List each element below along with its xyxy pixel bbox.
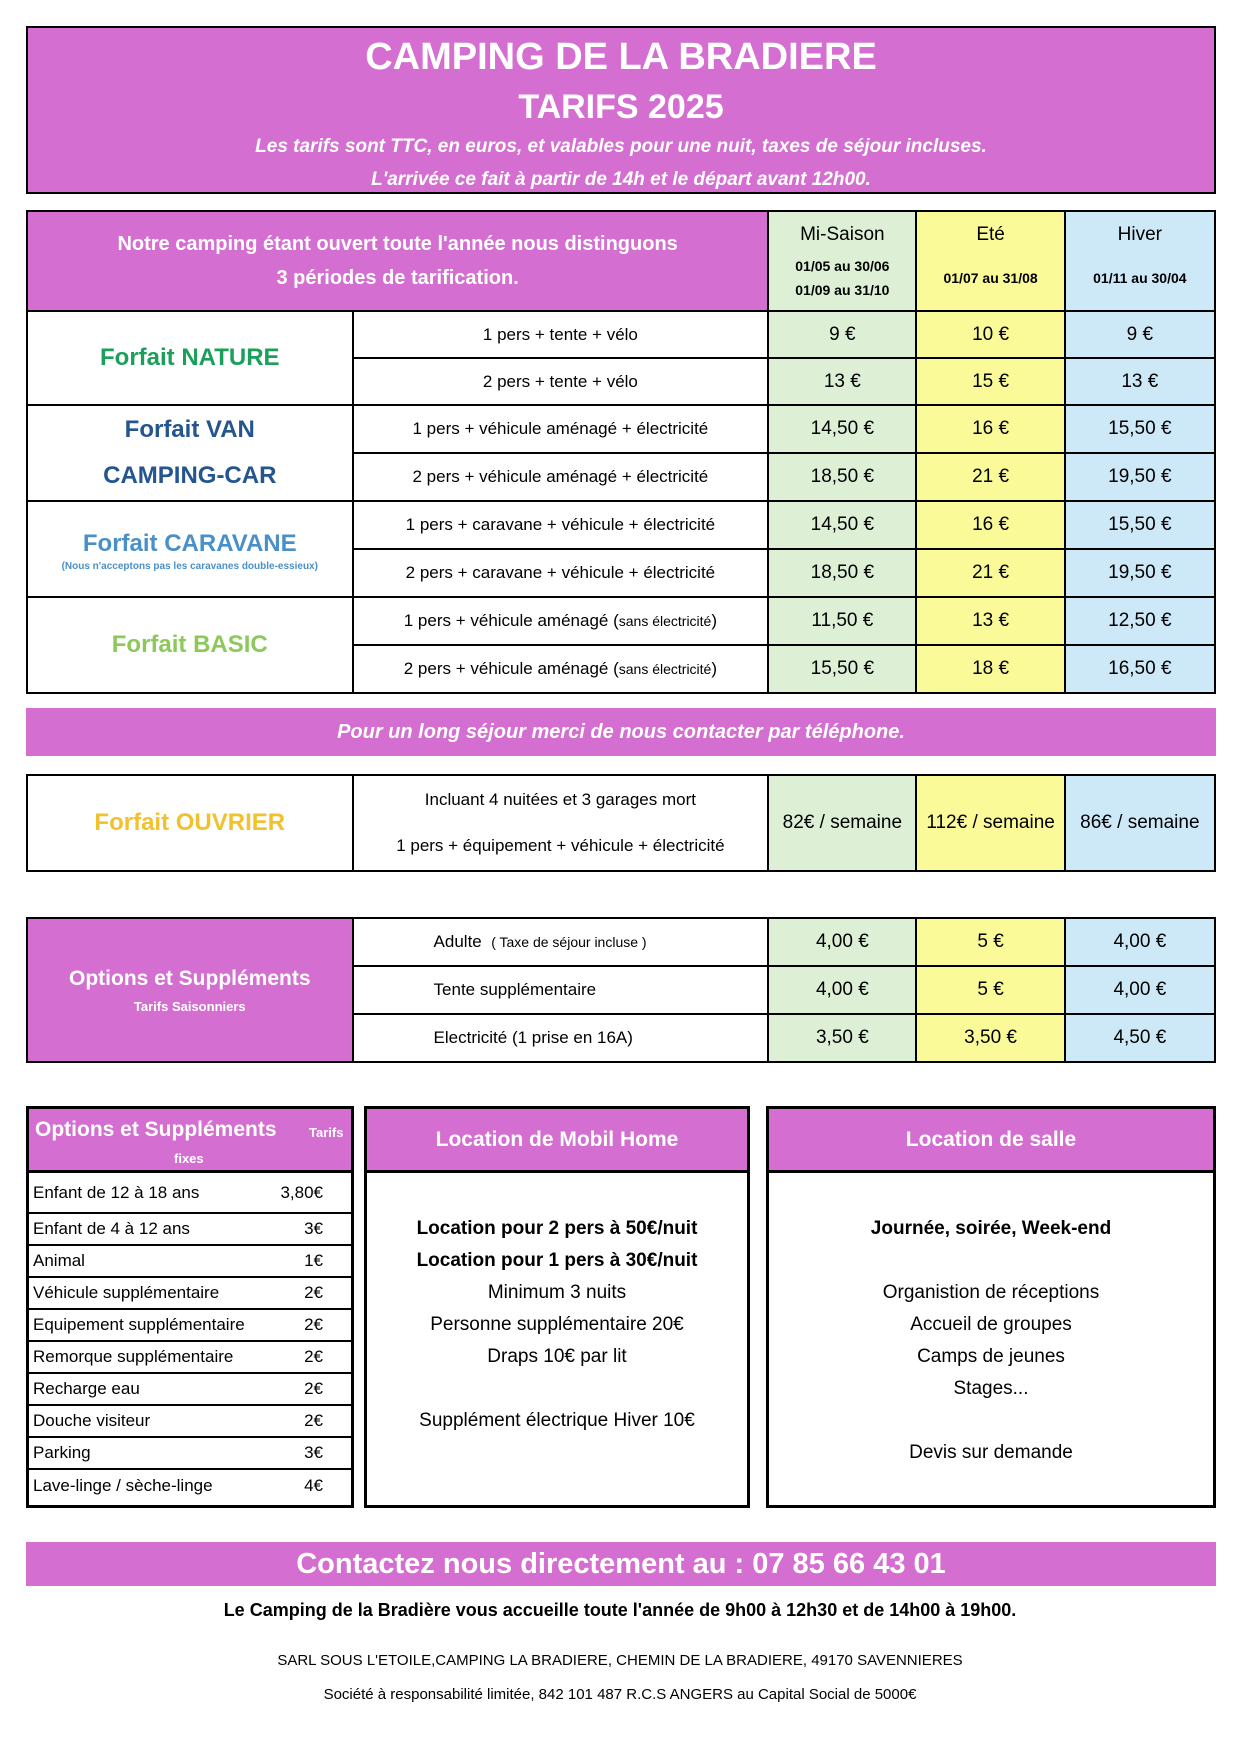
price-summer: 3,50 € [916,1014,1064,1062]
price-mid: 15,50 € [768,645,916,693]
list-item [29,1278,351,1310]
header-note-1: Les tarifs sont TTC, en euros, et valables pour une nuit, taxes de séjour incluses. [255,136,987,157]
list-item [29,1470,351,1502]
price-mid: 14,50 € [768,405,916,453]
item-price: 3€ [304,1443,323,1462]
salle-line3: Accueil de groupes [910,1314,1072,1335]
price-mid: 18,50 € [768,453,916,501]
price-mid: 82€ / semaine [768,775,916,871]
salle-body [769,1173,1213,1469]
forfait-nature-title: Forfait NATURE [100,344,280,371]
row-desc [353,775,769,871]
item-label: Parking [33,1443,91,1462]
mobil-home-body [367,1173,747,1437]
salle-line5: Stages... [953,1378,1029,1399]
salle-box [766,1106,1216,1508]
price-mid: 4,00 € [768,918,916,966]
list-item [29,1214,351,1246]
long-stay-banner: Pour un long séjour merci de nous contacter par téléphone. [26,708,1216,756]
table-row [27,311,1215,358]
table-row [27,501,1215,549]
item-label: Douche visiteur [33,1411,151,1430]
mobil-home-line6: Supplément électrique Hiver 10€ [419,1410,695,1431]
price-winter: 9 € [1065,311,1215,358]
legal-info: Société à responsabilité limitée, 842 101 487 R.C.S ANGERS au Capital Social de 5000€ [323,1686,917,1703]
row-desc [353,918,769,966]
price-summer: 13 € [916,597,1064,645]
period-mid-name: Mi-Saison [800,224,885,245]
forfait-nature-label [27,311,353,405]
item-price: 4€ [304,1476,323,1495]
price-mid: 18,50 € [768,549,916,597]
list-item [29,1342,351,1374]
list-item [29,1173,351,1214]
period-mid-range1: 01/05 au 30/06 [795,258,890,274]
item-price: 2€ [304,1379,323,1398]
row-desc: 2 pers + tente + vélo [353,358,769,405]
price-summer: 15 € [916,358,1064,405]
mobil-home-line5: Draps 10€ par lit [487,1346,627,1367]
price-summer: 16 € [916,501,1064,549]
item-label: Equipement supplémentaire [33,1315,245,1334]
period-mid-header [768,211,916,311]
salle-line4: Camps de jeunes [917,1346,1065,1367]
contact-banner: Contactez nous directement au : 07 85 66 43 01 [26,1542,1216,1586]
options-fixed-list [29,1173,351,1502]
item-label: Recharge eau [33,1379,140,1398]
price-summer: 5 € [916,918,1064,966]
page-subtitle: TARIFS 2025 [518,88,724,126]
price-summer: 16 € [916,405,1064,453]
item-price: 1€ [304,1251,323,1270]
price-winter: 19,50 € [1065,549,1215,597]
row-desc: 2 pers + caravane + véhicule + électricité [353,549,769,597]
price-winter: 16,50 € [1065,645,1215,693]
price-table [26,210,1216,694]
row-desc-end: ) [711,611,718,630]
price-winter: 4,00 € [1065,966,1215,1014]
price-summer: 112€ / semaine [916,775,1064,871]
price-winter: 15,50 € [1065,405,1215,453]
item-price: 3,80€ [280,1182,323,1202]
options-season-table [26,917,1216,1063]
row-desc: 1 pers + caravane + véhicule + électricité [353,501,769,549]
row-desc: Tente supplémentaire [353,966,769,1014]
price-summer: 10 € [916,311,1064,358]
ouvrier-table [26,774,1216,872]
forfait-caravane-hint: (Nous n'acceptons pas les caravanes double-essieux) [61,560,318,572]
period-mid-range2: 01/09 au 31/10 [795,282,890,298]
header-note-2: L'arrivée ce fait à partir de 14h et le départ avant 12h00. [371,169,871,190]
mobil-home-line1: Location pour 2 pers à 50€/nuit [416,1218,698,1239]
options-season-title: Options et Suppléments [69,966,311,990]
period-summer-header [916,211,1064,311]
period-winter-header [1065,211,1215,311]
forfait-van-subtitle: CAMPING-CAR [103,462,277,489]
forfait-caravane-label [27,501,353,597]
price-summer: 21 € [916,549,1064,597]
price-winter: 13 € [1065,358,1215,405]
salle-line1: Journée, soirée, Week-end [870,1218,1112,1239]
item-label: Remorque supplémentaire [33,1347,234,1366]
price-mid: 14,50 € [768,501,916,549]
price-mid: 11,50 € [768,597,916,645]
periods-intro [27,211,768,311]
price-mid: 9 € [768,311,916,358]
opening-hours: Le Camping de la Bradière vous accueille toute l'année de 9h00 à 12h30 et de 14h00 à 19h00. [223,1600,1017,1620]
price-summer: 18 € [916,645,1064,693]
forfait-ouvrier-title: Forfait OUVRIER [94,809,286,836]
options-fixed-tag2: fixes [174,1151,204,1166]
price-mid: 3,50 € [768,1014,916,1062]
row-desc: 1 pers + tente + vélo [353,311,769,358]
mobil-home-line4: Personne supplémentaire 20€ [430,1314,684,1335]
item-price: 2€ [304,1411,323,1430]
company-address: SARL SOUS L'ETOILE,CAMPING LA BRADIERE, CHEMIN DE LA BRADIERE, 49170 SAVENNIERES [277,1652,963,1669]
row-desc-small: sans électricité [618,613,712,629]
row-desc-main: Adulte [433,932,482,951]
price-winter: 4,50 € [1065,1014,1215,1062]
row-desc-main: 2 pers + véhicule aménagé ( [403,659,619,678]
options-fixed-box [26,1106,354,1508]
table-row [27,775,1215,871]
item-label: Enfant de 12 à 18 ans [33,1182,200,1202]
mobil-home-box [364,1106,750,1508]
ouvrier-desc-1: Incluant 4 nuitées et 3 garages mort [424,790,696,809]
list-item [29,1438,351,1470]
forfait-van-title: Forfait VAN [124,416,255,443]
header-banner [26,26,1216,194]
periods-intro-line1: Notre camping étant ouvert toute l'année nous distinguons [117,233,678,255]
row-desc: 2 pers + véhicule aménagé + électricité [353,453,769,501]
period-summer-name: Eté [976,224,1005,245]
mobil-home-line3: Minimum 3 nuits [487,1282,627,1303]
row-desc-main: 1 pers + véhicule aménagé ( [403,611,619,630]
price-winter: 12,50 € [1065,597,1215,645]
salle-title: Location de salle [769,1109,1213,1173]
row-desc-small: sans électricité [618,661,712,677]
item-price: 2€ [304,1283,323,1302]
table-row [27,597,1215,645]
mobil-home-title: Location de Mobil Home [367,1109,747,1173]
period-winter-name: Hiver [1117,224,1163,245]
row-desc [353,597,769,645]
ouvrier-desc-2: 1 pers + équipement + véhicule + électricité [396,836,725,855]
item-price: 2€ [304,1315,323,1334]
options-fixed-title: Options et Suppléments [35,1118,277,1141]
periods-intro-line2: 3 périodes de tarification. [276,267,519,289]
salle-line2: Organistion de réceptions [882,1282,1100,1303]
item-price: 2€ [304,1347,323,1366]
period-winter-range: 01/11 au 30/04 [1093,270,1187,286]
price-winter: 15,50 € [1065,501,1215,549]
price-mid: 13 € [768,358,916,405]
forfait-basic-label [27,597,353,693]
row-desc [353,645,769,693]
price-summer: 5 € [916,966,1064,1014]
mobil-home-line2: Location pour 1 pers à 30€/nuit [416,1250,698,1271]
item-price: 3€ [304,1219,323,1238]
table-row [27,405,1215,453]
price-mid: 4,00 € [768,966,916,1014]
item-label: Véhicule supplémentaire [33,1283,220,1302]
row-desc: Electricité (1 prise en 16A) [353,1014,769,1062]
options-fixed-tag1: Tarifs [309,1125,344,1140]
row-desc-end: ) [711,659,718,678]
price-winter: 4,00 € [1065,918,1215,966]
table-row [27,918,1215,966]
page-title: CAMPING DE LA BRADIERE [365,36,877,78]
options-season-label [27,918,353,1062]
price-winter: 19,50 € [1065,453,1215,501]
forfait-van-label [27,405,353,501]
options-season-subtitle: Tarifs Saisonniers [133,998,246,1014]
row-desc: 1 pers + véhicule aménagé + électricité [353,405,769,453]
forfait-caravane-title: Forfait CARAVANE [82,529,297,557]
list-item [29,1310,351,1342]
item-label: Lave-linge / sèche-linge [33,1476,213,1495]
period-summer-range: 01/07 au 31/08 [943,270,1038,286]
list-item [29,1406,351,1438]
item-label: Animal [33,1251,85,1270]
table-header-row [27,211,1215,311]
forfait-basic-title: Forfait BASIC [111,631,268,658]
forfait-ouvrier-label [27,775,353,871]
item-label: Enfant de 4 à 12 ans [33,1219,190,1238]
salle-line6: Devis sur demande [909,1442,1073,1463]
options-fixed-header [29,1109,351,1173]
list-item [29,1374,351,1406]
price-summer: 21 € [916,453,1064,501]
row-desc-small: ( Taxe de séjour incluse ) [491,934,647,950]
price-winter: 86€ / semaine [1065,775,1215,871]
list-item [29,1246,351,1278]
